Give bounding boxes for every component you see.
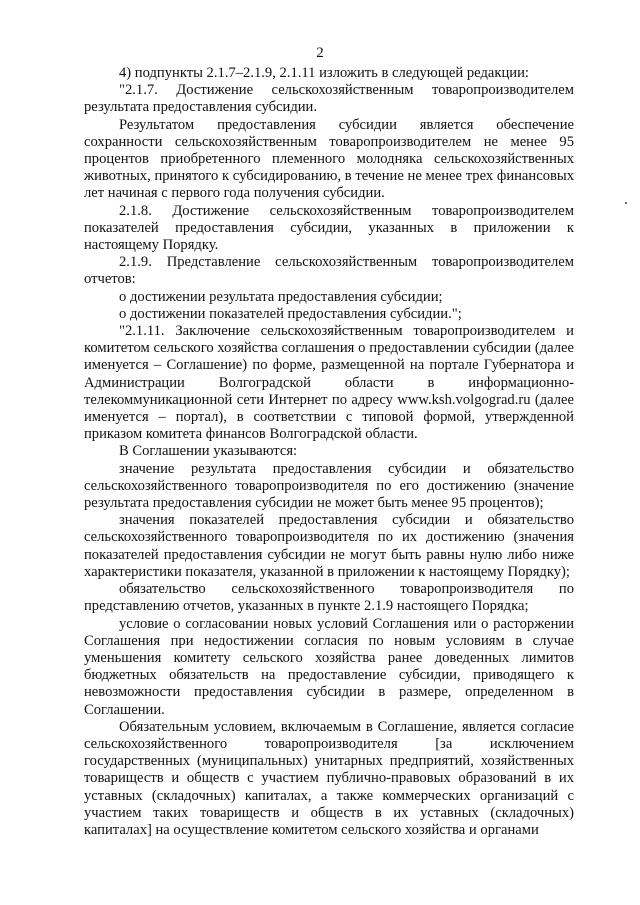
paragraph-2-1-7: "2.1.7. Достижение сельскохозяйственным товаропроизводителем результата предоставления субсидии.	[84, 82, 574, 116]
paragraph-mandatory-condition: Обязательным условием, включаемым в Соглашение, является согласие сельскохозяйственного товаропроизводителя [за исключением государственных (муниципальных) унитарных предприятий, хозяйственных товариществ и обществ с участием публично-правовых образований в их уставных (складочных) капиталах, а также коммерческих организаций с участием таких товариществ и обществ в их уставных (складочных) капиталах] на осуществление комитетом сельского хозяйства и органами	[84, 718, 574, 838]
paragraph-agreement-specifies: В Соглашении указываются:	[119, 443, 298, 460]
page-number: 2	[316, 45, 324, 61]
paragraph-2-1-11: "2.1.11. Заключение сельскохозяйственным товаропроизводителем и комитетом сельского хозяйства соглашения о предоставлении субсидии (далее именуется – Соглашение) по форме, размещенной на портале Губернатора и Администрации Волгоградской области в информационно-телекоммуникационной сети Интернет по адресу www.ksh.volgograd.ru (далее именуется – портал), в соответствии с типовой формой, утвержденной приказом комитета финансов Волгоградской области.	[84, 323, 574, 443]
paragraph-result-description: Результатом предоставления субсидии является обеспечение сохранности сельскохозяйственным товаропроизводителем не менее 95 процентов приобретенного племенного молодняка сельскохозяйственных животных, принятого к субсидированию, в течение не менее трех финансовых лет начиная с первого года получения субсидии.	[84, 116, 574, 202]
paragraph-report-obligation: обязательство сельскохозяйственного товаропроизводителя по представлению отчетов, указанных в пункте 2.1.9 настоящего Порядка;	[84, 581, 574, 615]
paragraph-report-result: о достижении результата предоставления субсидии;	[119, 288, 443, 305]
paragraph-2-1-9: 2.1.9. Представление сельскохозяйственным товаропроизводителем отчетов:	[84, 254, 574, 288]
paragraph-indicator-values: значения показателей предоставления субсидии и обязательство сельскохозяйственного товаропроизводителя по их достижению (значения показателей предоставления субсидии не могут быть равны нулю либо ниже характеристики показателя, указанной в приложении к настоящему Порядку);	[84, 512, 574, 580]
paragraph-amendment-intro: 4) подпункты 2.1.7–2.1.9, 2.1.11 изложить в следующей редакции:	[119, 65, 529, 81]
document-body	[84, 65, 574, 839]
paragraph-2-1-8: 2.1.8. Достижение сельскохозяйственным товаропроизводителем показателей предоставления субсидии, указанных в приложении к настоящему Порядку.	[84, 202, 574, 254]
paragraph-result-value: значение результата предоставления субсидии и обязательство сельскохозяйственного товаропроизводителя по его достижению (значение результата предоставления субсидии не может быть менее 95 процентов);	[84, 460, 574, 512]
scan-speck	[625, 202, 627, 204]
paragraph-report-indicators: о достижении показателей предоставления субсидии.";	[119, 305, 462, 322]
paragraph-condition-renegotiation: условие о согласовании новых условий Соглашения или о расторжении Соглашения при недостижении согласия по новым условиям в случае уменьшения комитету сельского хозяйства ранее доведенных лимитов бюджетных обязательств на предоставление субсидии, приводящего к невозможности предоставления субсидии в размере, определенном в Соглашении.	[84, 615, 574, 718]
